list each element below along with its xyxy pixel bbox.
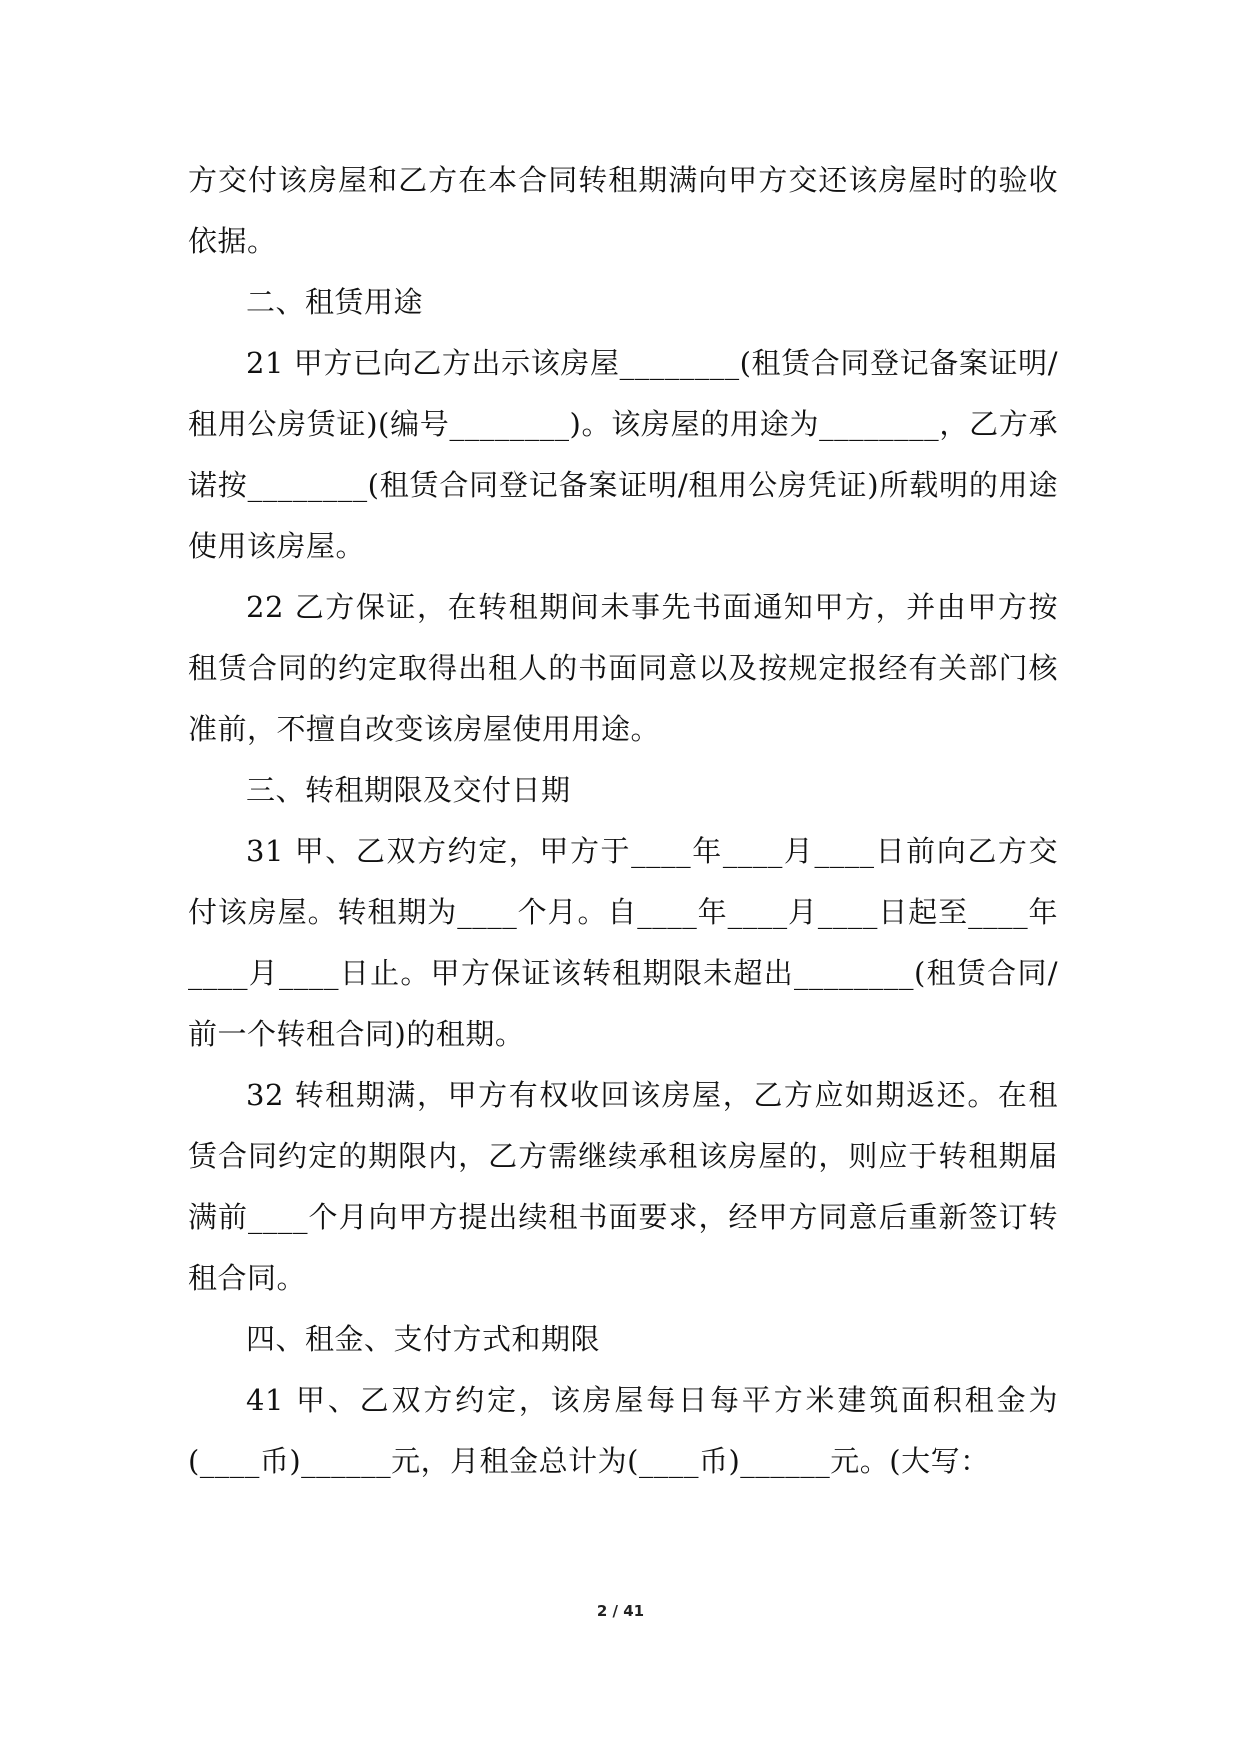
section-heading-term: 三、转租期限及交付日期 — [246, 773, 571, 807]
paragraph-continuation: 方交付该房屋和乙方在本合同转租期满向甲方交还该房屋时的验收依据。 — [188, 163, 1058, 258]
section-heading-usage: 二、租赁用途 — [246, 285, 424, 319]
document-body — [188, 150, 1058, 1492]
section-heading-rent: 四、租金、支付方式和期限 — [246, 1322, 601, 1356]
clause-4-1: 41 甲、乙双方约定，该房屋每日每平方米建筑面积租金为(____币)______元，月租金总计为(____币)______元。(大写： — [188, 1383, 1058, 1478]
clause-2-2: 22 乙方保证，在转租期间未事先书面通知甲方，并由甲方按租赁合同的约定取得出租人的书面同意以及按规定报经有关部门核准前，不擅自改变该房屋使用用途。 — [188, 590, 1058, 746]
clause-3-1: 31 甲、乙双方约定，甲方于____年____月____日前向乙方交付该房屋。转租期为____个月。自____年____月____日起至____年____月____日止。甲方保证该转租期限未超出________(租赁合同/前一个转租合同)的租期。 — [188, 834, 1058, 1051]
page-number: 2 / 41 — [596, 1602, 645, 1620]
clause-3-2: 32 转租期满，甲方有权收回该房屋，乙方应如期返还。在租赁合同约定的期限内，乙方需继续承租该房屋的，则应于转租期届满前____个月向甲方提出续租书面要求，经甲方同意后重新签订转租合同。 — [188, 1078, 1058, 1295]
clause-2-1: 21 甲方已向乙方出示该房屋________(租赁合同登记备案证明/租用公房赁证)(编号________)。该房屋的用途为________，乙方承诺按________(租赁合同登记备案证明/租用公房凭证)所载明的用途使用该房屋。 — [188, 346, 1058, 563]
